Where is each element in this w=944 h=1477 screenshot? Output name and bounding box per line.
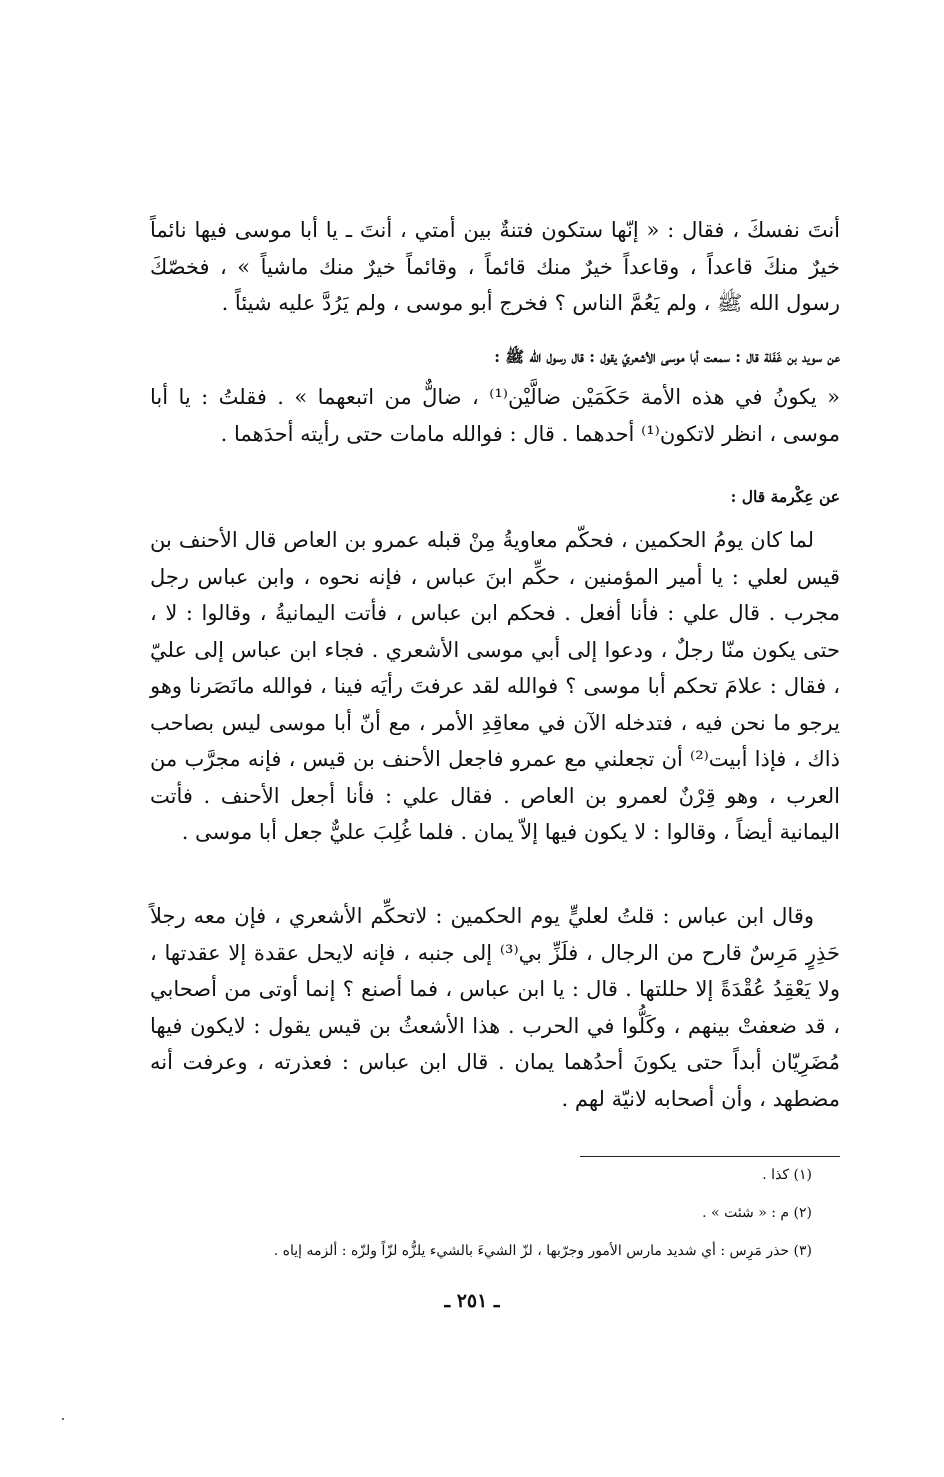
page-number: ـ ٢٥١ ـ [444,1290,500,1312]
paragraph-2 [150,379,840,452]
paragraph-2-text: « يكونُ في هذه الأمة حَكَمَيْن ضالَّيْن⁽¹⁾ ، ضالٌّ من اتبعهما » . فقلتُ : يا أبا موسى ، انظر لاتكون⁽¹⁾ أحدهما . قال : فوالله مامات حتى رأيته أحدَهما . [150,385,840,446]
paragraph-3 [150,522,840,851]
paragraph-1 [150,212,840,322]
paragraph-3-text: لما كان يومُ الحكمين ، فحكّم معاويةُ مِنْ قبله عمرو بن العاص قال الأحنف بن قيس لعلي : يا أمير المؤمنين ، حكِّم ابنَ عباس ، فإنه نحوه ، وابن عباس رجل مجرب . قال علي : فأنا أفعل . فحكم ابن عباس ، فأتت اليمانيةُ ، وقالوا : لا ، حتى يكون منّا رجلٌ ، ودعوا إلى أبي موسى الأشعري . فجاء ابن عباس إلى عليّ ، فقال : علامَ تحكم أبا موسى ؟ فوالله لقد عرفتَ رأيَه فينا ، فوالله مانَصَرنا وهو يرجو ما نحن فيه ، فتدخله الآن في معاقِدِ الأمر ، مع أنّ أبا موسى ليس بصاحب ذاك ، فإذا أبيت⁽²⁾ أن تجعلني مع عمرو فاجعل الأحنف بن قيس ، فإنه مجرَّب من العرب ، وهو قِرْنٌ لعمرو بن العاص . فقال علي : فأنا أجعل الأحنف . فأتت اليمانية أيضاً ، وقالوا : لا يكون فيها إلاّ يمان . فلما غُلِبَ عليٌّ جعل أبا موسى . [150,528,840,844]
footnotes [150,1162,840,1276]
paragraph-4 [150,898,840,1117]
isnad-heading-2 [150,486,840,508]
paragraph-1-text: أنتَ نفسكَ ، فقال : « إنّها ستكون فتنةٌ بين أمتي ، أنتَ ـ يا أبا موسى فيها نائماً خيرٌ منكَ قاعداً ، وقاعداً خيرٌ منك قائماً ، وقائماً خيرٌ منك ماشياً » ، فخصّكَ رسول الله ﷺ ، ولم يَعُمَّ الناس ؟ فخرج أبو موسى ، ولم يَرُدَّ عليه شيئاً . [150,218,840,315]
footnote-divider [580,1156,840,1157]
footnote-1: (١) كذا . [762,1167,812,1183]
isnad-heading-1 [150,346,840,368]
isnad-2-text: عن عِكْرمة قال : [730,487,840,506]
isnad-1-text: عن سويد بن غَفَلة قال : سمعت أبا موسى الأشعريّ يقول : قال رسول الله ﷺ : [494,347,840,366]
footnote-2: (٢) م : « شئت » . [702,1205,812,1221]
paragraph-4-text: وقال ابن عباس : قلتُ لعليٍّ يوم الحكمين : لاتحكِّم الأشعري ، فإن معه رجلاً حَذِرٍ مَرِسٌ قارح من الرجال ، فلَزِّ بي⁽³⁾ إلى جنبه ، فإنه لايحل عقدة إلا عقدتها ، ولا يَعْقِدُ عُقْدَةً إلا حللتها . قال : يا ابن عباس ، فما أصنع ؟ إنما أوتى من أصحابي ، قد ضعفتْ بينهم ، وكَلُّوا في الحرب . هذا الأشعثُ بن قيس يقول : لايكون فيها مُضَرِيّان أبداً حتى يكونَ أحدُهما يمان . قال ابن عباس : فعذرته ، وعرفت أنه مضطهد ، وأن أصحابه لانيّة لهم . [150,904,841,1111]
footnote-3: (٣) حذر مَرِس : أي شديد مارس الأمور وجرّبها ، لزّ الشيءَ بالشيء يلزُّه لزّاً ولزّه : ألزمه إياه . [273,1243,812,1259]
scan-speck [62,1418,64,1420]
